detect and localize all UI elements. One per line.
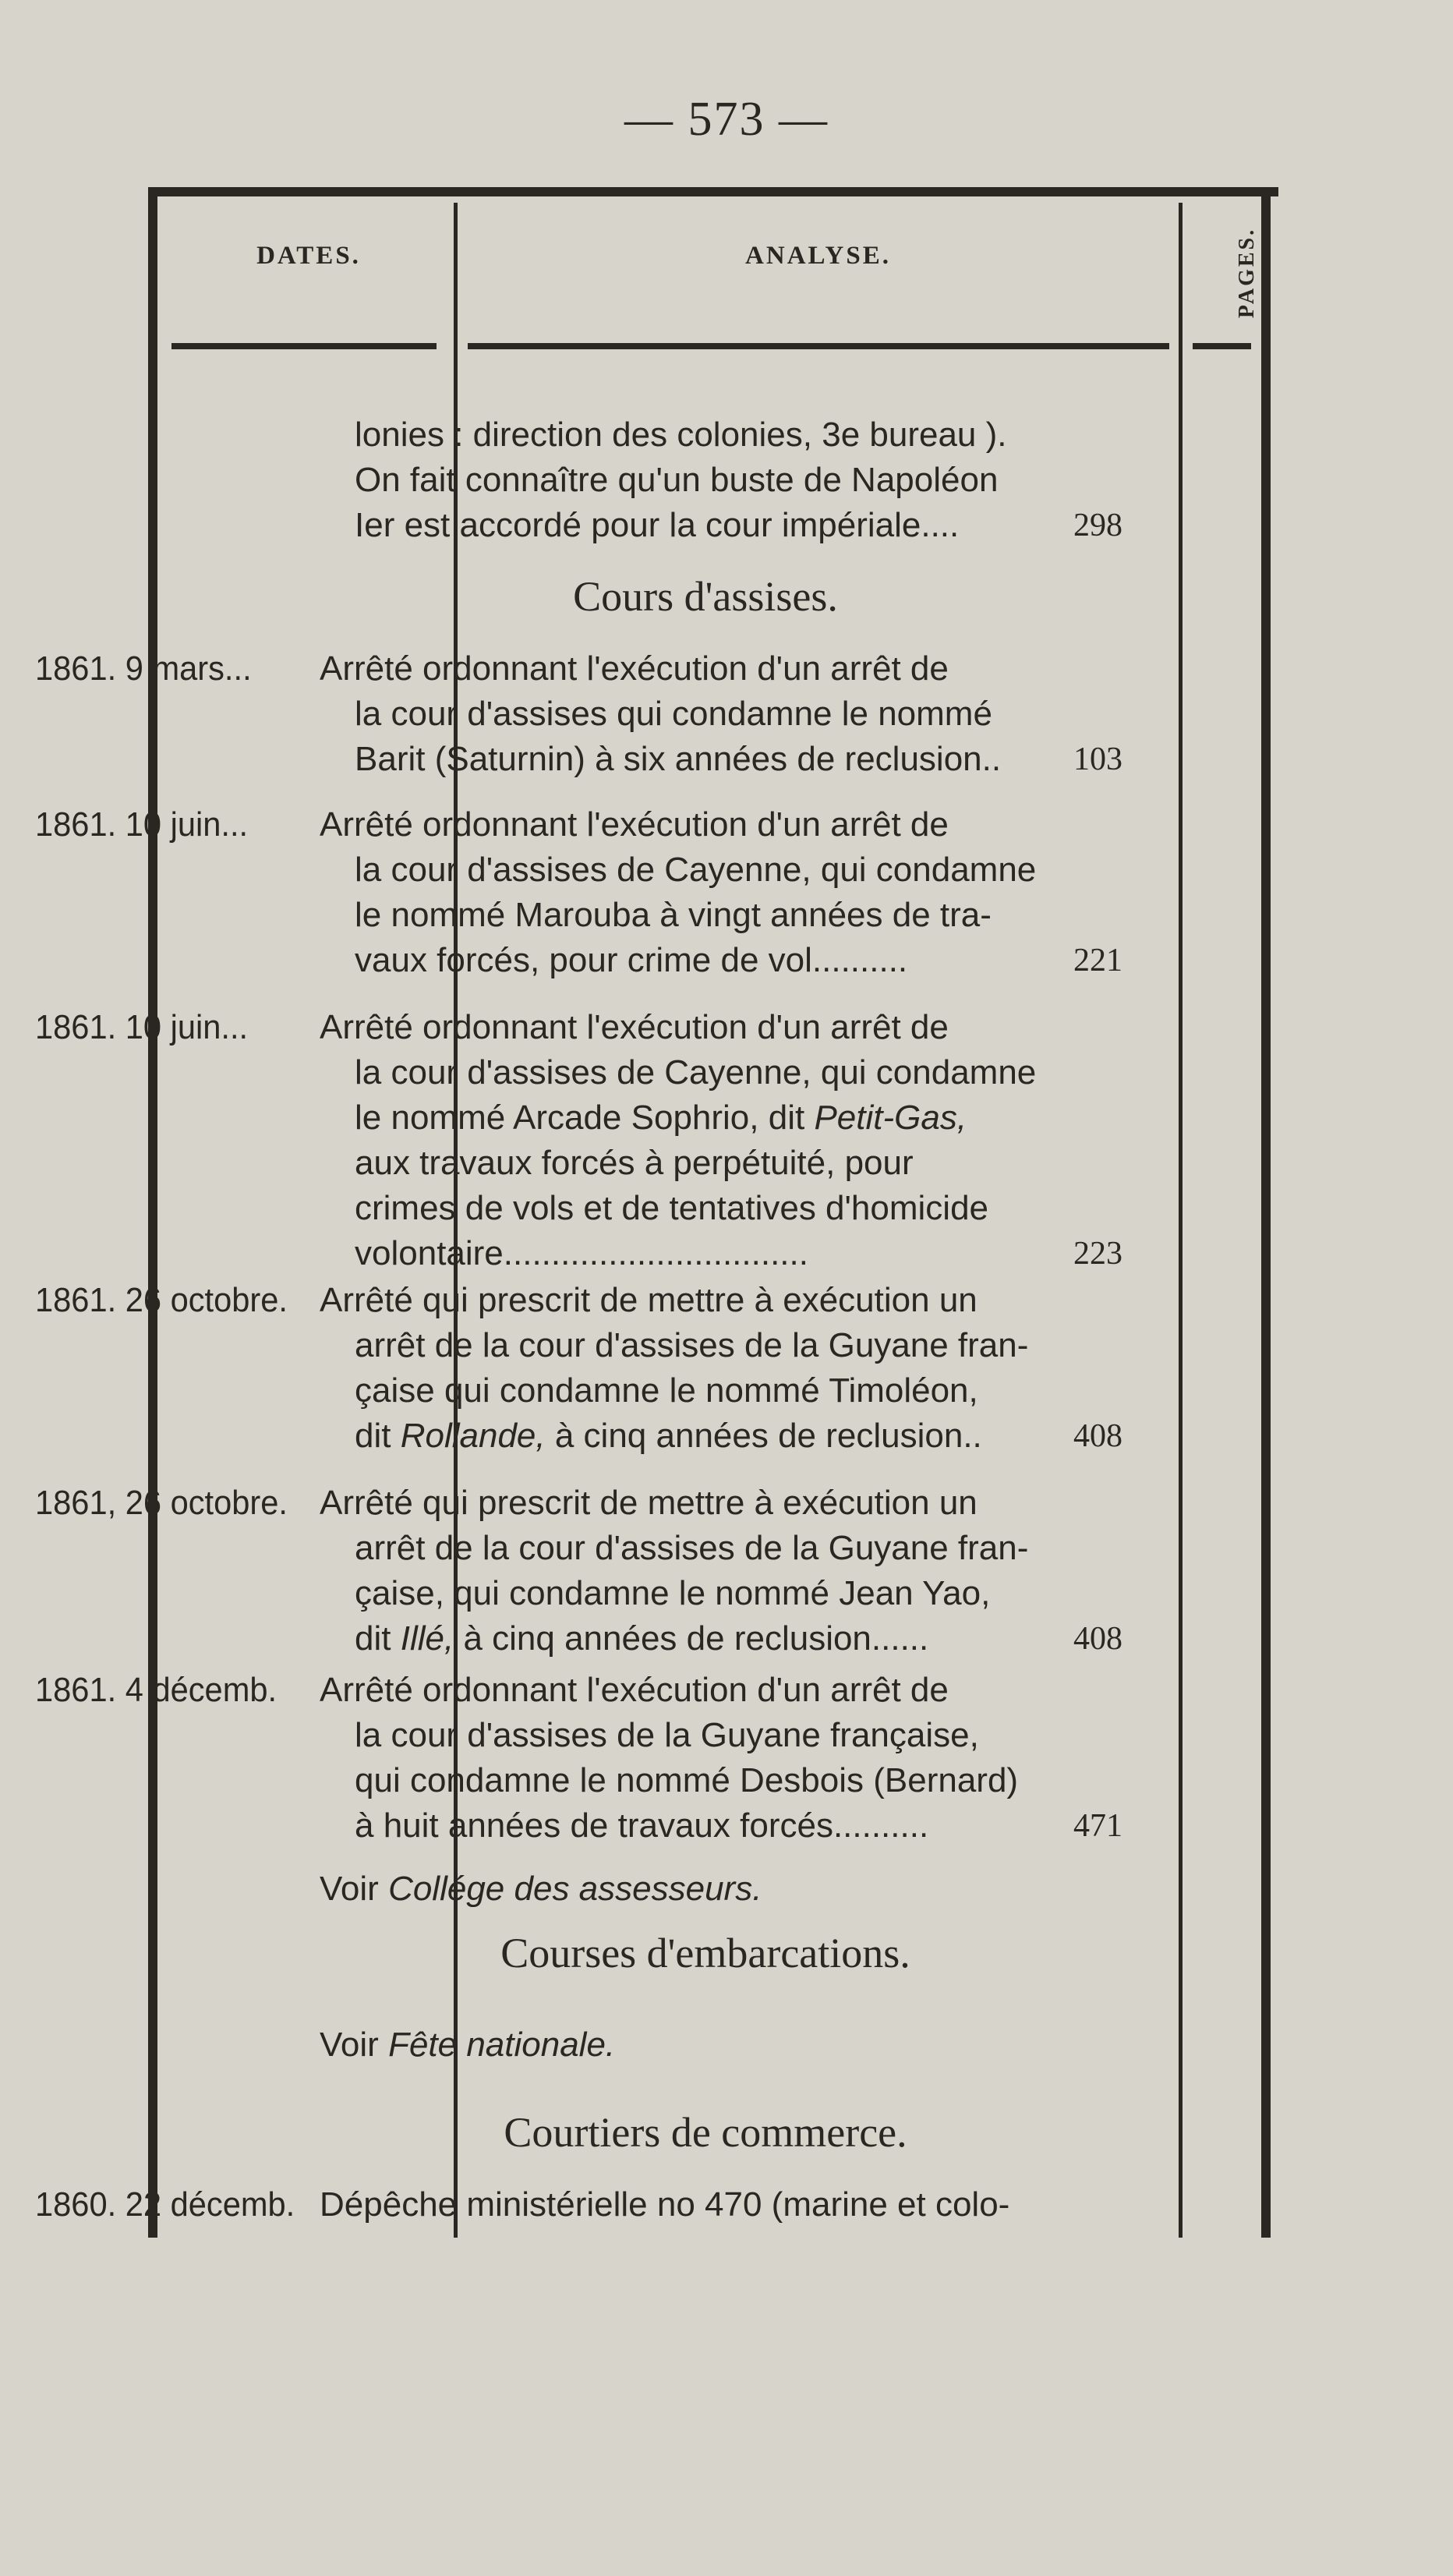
page-ref: 223: [1073, 1236, 1122, 1272]
text-line: çaise qui condamne le nommé Timoléon,: [355, 1371, 978, 1410]
text-span: à cinq années de reclusion......: [463, 1619, 929, 1658]
pages-header: PAGES.: [1235, 227, 1259, 319]
entry-date: 1861. 26 octobre.: [35, 1281, 288, 1319]
text-line: la cour d'assises de la Guyane française,: [355, 1716, 979, 1754]
top-rule: [148, 187, 1278, 196]
page-ref: 103: [1073, 741, 1122, 777]
section-heading-courtiers-commerce: Courtiers de commerce.: [504, 2109, 907, 2156]
text-line: On fait connaître qu'un buste de Napoléon: [355, 461, 999, 499]
entry-date: 1861, 26 octobre.: [35, 1484, 288, 1522]
see-also-college: [320, 1867, 1091, 1911]
see-also-fete: [320, 2023, 1091, 2067]
text-line: Arrêté qui prescrit de mettre à exécution un: [320, 1484, 978, 1522]
text-line: Arrêté ordonnant l'exécution d'un arrêt de: [320, 649, 949, 688]
section-heading-courses-embarcations: Courses d'embarcations.: [500, 1930, 910, 1976]
text-line: [355, 1617, 1091, 1661]
entry-date: 1861. 9 mars...: [35, 649, 252, 688]
analysis-header: ANALYSE.: [745, 242, 891, 270]
page-ref: 298: [1073, 508, 1122, 543]
pages-header-cell: [1200, 211, 1294, 335]
page-ref: 408: [1073, 1418, 1122, 1454]
left-border: [148, 187, 157, 2238]
text-line: [355, 1414, 1091, 1458]
text-line: çaise, qui condamne le nommé Jean Yao,: [355, 1574, 991, 1612]
see-also-prefix: Voir: [320, 1870, 379, 1908]
header-rule-dates: [171, 343, 437, 349]
text-span: à cinq années de reclusion..: [554, 1417, 982, 1455]
text-line: Arrêté ordonnant l'exécution d'un arrêt de: [320, 1671, 949, 1709]
header-rule-analysis: [468, 343, 1169, 349]
italic-name: Rollande,: [400, 1417, 546, 1455]
text-span: le nommé Arcade Sophrio, dit: [355, 1099, 805, 1137]
italic-name: Illé,: [400, 1619, 454, 1658]
text-line: Arrêté ordonnant l'exécution d'un arrêt de: [320, 1008, 949, 1046]
italic-name: Petit-Gas,: [814, 1099, 967, 1137]
text-line: Arrêté qui prescrit de mettre à exécution un: [320, 1281, 978, 1319]
text-line: aux travaux forcés à perpétuité, pour: [355, 1144, 914, 1182]
pages-column-divider: [1179, 203, 1183, 2238]
text-line: Dépêche ministérielle no 470 (marine et colo-: [320, 2185, 1010, 2224]
page-ref: 408: [1073, 1621, 1122, 1657]
text-span: dit: [355, 1619, 391, 1658]
see-also-target: Collége des assesseurs.: [388, 1870, 762, 1908]
text-line: arrêt de la cour d'assises de la Guyane fran-: [355, 1326, 1029, 1364]
text-span: dit: [355, 1417, 391, 1455]
right-border: [1261, 187, 1271, 2238]
text-line: la cour d'assises qui condamne le nommé: [355, 695, 992, 733]
header-rule-pages: [1193, 343, 1251, 349]
text-line: [355, 1096, 1091, 1140]
see-also-target: Fête nationale.: [388, 2026, 616, 2064]
text-line: Ier est accordé pour la cour impériale....: [355, 506, 960, 544]
entry-date: 1861. 10 juin...: [35, 805, 249, 844]
page-number: — 573 —: [624, 93, 829, 146]
text-line: à huit années de travaux forcés..........: [355, 1806, 929, 1845]
see-also-prefix: Voir: [320, 2026, 379, 2064]
text-line: vaux forcés, pour crime de vol..........: [355, 941, 908, 979]
text-line: la cour d'assises de Cayenne, qui condamne: [355, 1053, 1037, 1092]
section-heading-cours-assises: Cours d'assises.: [573, 573, 838, 620]
entry-date: 1861. 10 juin...: [35, 1008, 249, 1046]
text-line: Arrêté ordonnant l'exécution d'un arrêt de: [320, 805, 949, 844]
text-line: qui condamne le nommé Desbois (Bernard): [355, 1761, 1019, 1799]
page-ref: 221: [1073, 943, 1122, 978]
page-ref: 471: [1073, 1808, 1122, 1844]
text-line: le nommé Marouba à vingt années de tra-: [355, 896, 992, 934]
entry-date: 1861. 4 décemb.: [35, 1671, 278, 1709]
entry-date: 1860. 22 décemb.: [35, 2185, 295, 2224]
text-line: volontaire................................: [355, 1234, 808, 1272]
text-line: crimes de vols et de tentatives d'homicide: [355, 1189, 989, 1227]
text-line: arrêt de la cour d'assises de la Guyane fran-: [355, 1529, 1029, 1567]
dates-header: DATES.: [256, 242, 361, 270]
text-line: lonies : direction des colonies, 3e bureau ).: [355, 416, 1007, 454]
text-line: Barit (Saturnin) à six années de reclusion..: [355, 740, 1002, 778]
text-line: la cour d'assises de Cayenne, qui condamne: [355, 851, 1037, 889]
